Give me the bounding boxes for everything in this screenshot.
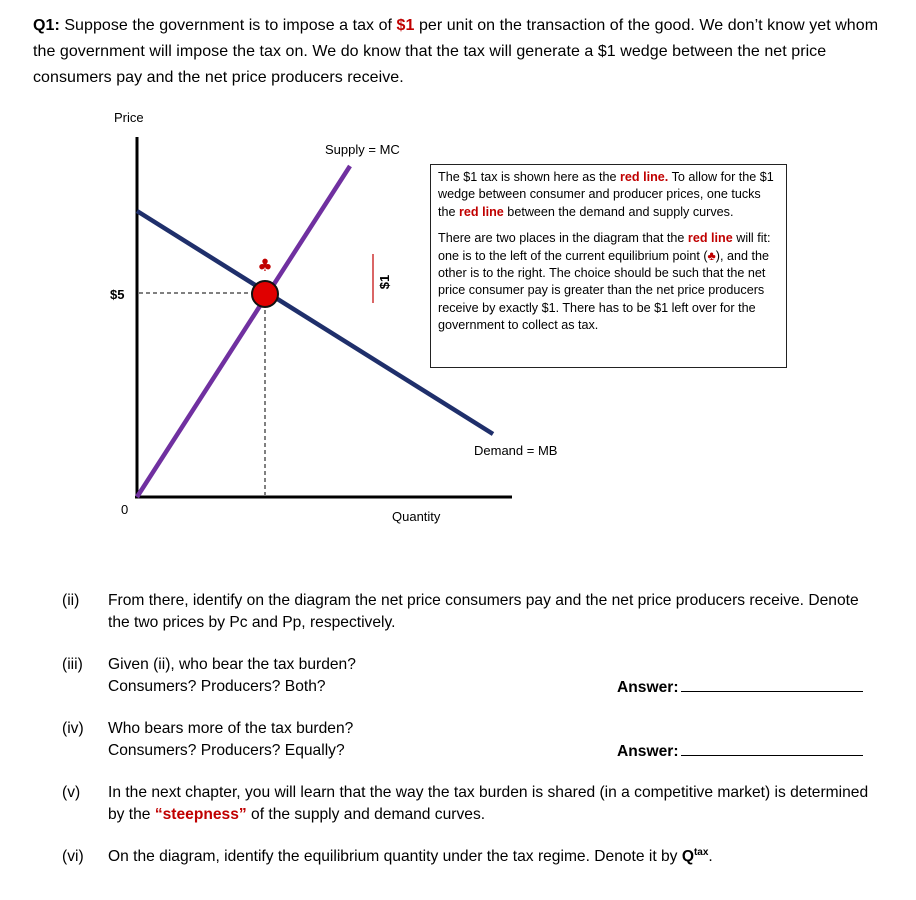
text-span: In the next chapter, you will learn that the way the tax burden is shared (in a competitive market) is determined by the (108, 784, 869, 823)
item-number: (ii) (62, 592, 80, 609)
answer-label: Answer: (617, 679, 679, 696)
club-icon: ♣ (707, 248, 716, 263)
answer-iv (617, 741, 863, 763)
demand-label: Demand = MB (474, 443, 558, 458)
question-number: Q1: (33, 17, 60, 34)
answer-blank-iii[interactable] (681, 677, 863, 692)
q-symbol: Q (681, 848, 694, 865)
item-number: (vi) (62, 848, 84, 865)
item-number: (iv) (62, 720, 84, 737)
tax-amount: $1 (396, 17, 415, 34)
item-number: (iii) (62, 656, 83, 673)
text-span: . (708, 848, 713, 865)
price-tick-label: $5 (110, 287, 125, 302)
wedge-label: $1 (377, 274, 392, 290)
item-text-line: Consumers? Producers? Equally? (108, 742, 345, 759)
answer-label: Answer: (617, 743, 679, 760)
red-line-term: red line (687, 231, 733, 246)
question-text-part: Suppose the government is to impose a tax of (59, 17, 397, 34)
text-span: of the supply and demand curves. (246, 806, 486, 823)
item-text-line: Who bears more of the tax burden? (108, 720, 354, 737)
item-text-line: Consumers? Producers? Both? (108, 678, 326, 695)
explanation-paragraph-1 (438, 169, 779, 221)
item-number: (v) (62, 784, 81, 801)
origin-label: 0 (121, 502, 129, 517)
text-span: There are two places in the diagram that the (438, 231, 688, 246)
item-text (108, 846, 872, 868)
text-span: between the demand and supply curves. (503, 204, 734, 219)
answer-blank-iv[interactable] (681, 741, 863, 756)
explanation-box (430, 164, 787, 368)
text-span: To allow for the $1 wedge between consumer and producer prices, one tucks the (438, 170, 774, 219)
text-span: On the diagram, identify the equilibrium quantity under the tax regime. Denote it by (108, 848, 682, 865)
explanation-paragraph-2 (438, 230, 779, 334)
steepness-term: “steepness” (154, 806, 247, 823)
text-span: ), and the other is to the right. The choice should be such that the net price consumer pay is greater than the net price producers receive by exactly $1. There has to be $1 left over for the government to collect as tax. (438, 248, 769, 333)
club-marker-icon: ♣ (257, 256, 273, 276)
x-axis-label: Quantity (392, 509, 441, 524)
answer-iii (617, 677, 863, 699)
text-span: will fit: one is to the left of the current equilibrium point ( (438, 231, 771, 263)
red-line-term: red line. (620, 170, 669, 184)
y-axis-label: Price (114, 110, 144, 125)
item-text (108, 782, 872, 826)
question-text-part: per unit on the transaction of the good. We don’t know yet whom the government will impose the tax on. We do know that the tax will generate a $1 wedge between the net price consumers pay and the net price producers receive. (33, 17, 879, 86)
q-superscript: tax (693, 846, 709, 858)
supply-curve (137, 166, 350, 497)
item-text-line: Given (ii), who bear the tax burden? (108, 656, 356, 673)
red-line-term: red line (459, 204, 504, 219)
supply-label: Supply = MC (325, 142, 400, 157)
equilibrium-point (252, 281, 278, 307)
text-span: The $1 tax is shown here as the (438, 170, 621, 184)
item-text: From there, identify on the diagram the net price consumers pay and the net price producers receive. Denote the two prices by Pc and Pp, respectively. (108, 592, 859, 631)
